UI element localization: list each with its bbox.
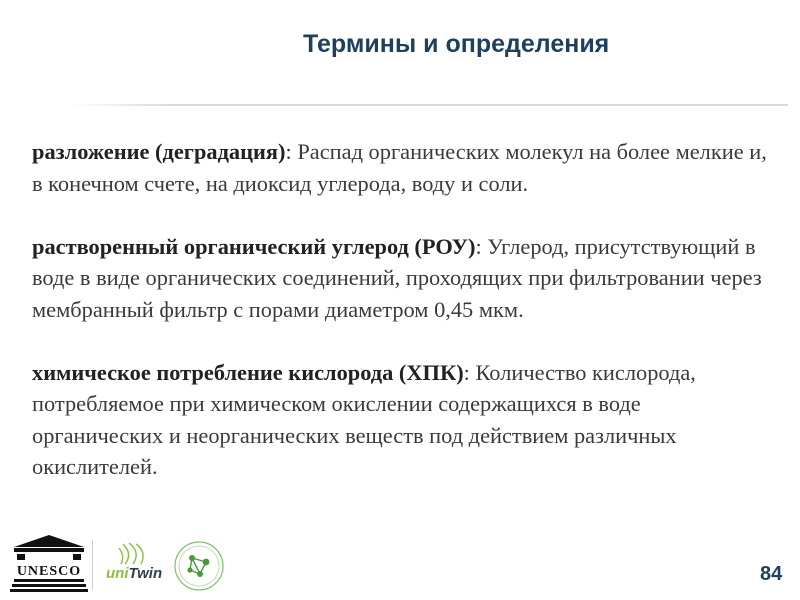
unitwin-logo bbox=[103, 540, 169, 590]
definition-term: растворенный органический углерод (РОУ) bbox=[32, 233, 476, 259]
definition-item bbox=[32, 136, 772, 199]
definition-item bbox=[32, 231, 772, 326]
chair-emblem-logo bbox=[172, 540, 226, 592]
title-divider bbox=[68, 104, 788, 106]
definition-term: химическое потребление кислорода (ХПК) bbox=[32, 359, 464, 385]
definition-text: : Углерод, присутствующий в воде в виде органических соединений, проходящих при фильтровании через мембранный фильтр с порами диаметром 0,45 мкм. bbox=[32, 233, 762, 322]
logo-divider bbox=[92, 540, 93, 590]
unesco-logo bbox=[10, 533, 88, 593]
definition-text: : Количество кислорода, потребляемое при химическом окислении содержащихся в воде органических и неорганических веществ под действием различных окислителей. bbox=[32, 359, 696, 479]
definitions-list bbox=[32, 136, 772, 514]
unitwin-suffix: Twin bbox=[128, 565, 163, 582]
definition-text: : Распад органических молекул на более мелкие и, в конечном счете, на диоксид углерода, воду и соли. bbox=[32, 139, 767, 196]
slide-title: Термины и определения bbox=[303, 30, 610, 58]
unitwin-prefix: uni bbox=[106, 565, 129, 582]
definition-item bbox=[32, 357, 772, 483]
unesco-wordmark: UNESCO bbox=[16, 564, 82, 579]
svg-text:uniTwin bbox=[106, 565, 162, 582]
page-number: 84 bbox=[760, 563, 783, 585]
definition-term: разложение (деградация) bbox=[32, 139, 286, 164]
